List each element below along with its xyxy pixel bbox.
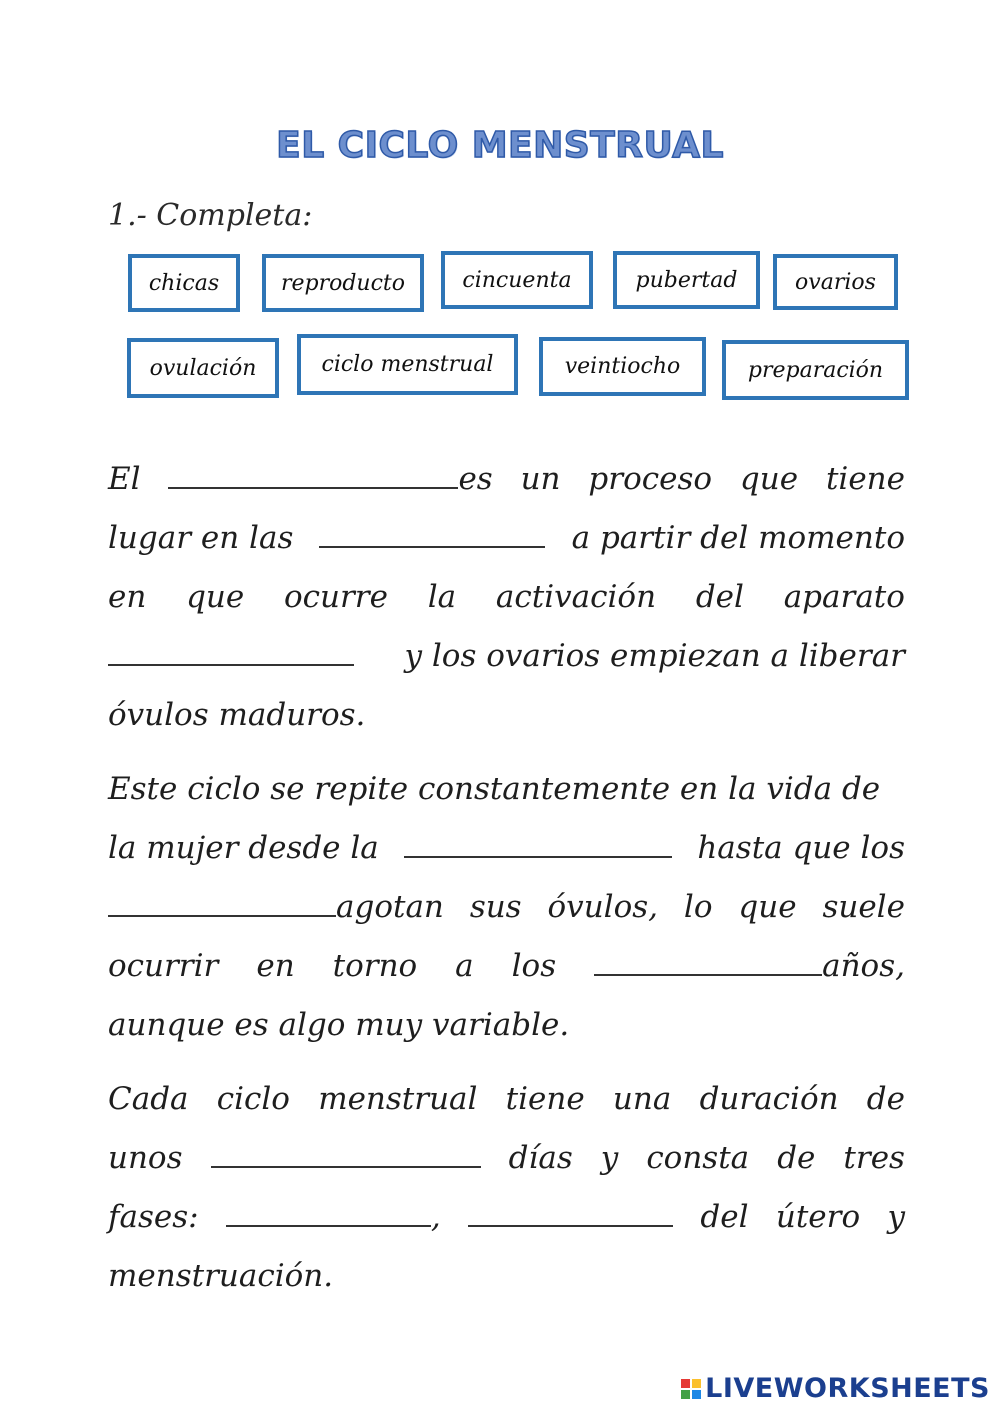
word: menstrual — [318, 1081, 478, 1117]
word: ocurre — [284, 579, 388, 615]
text: la mujer desde la — [108, 830, 379, 866]
word-box-ciclo-menstrual[interactable]: ciclo menstrual — [297, 334, 518, 395]
word: en — [256, 948, 295, 984]
word-box-pubertad[interactable]: pubertad — [613, 251, 760, 309]
word: que — [186, 579, 245, 615]
word: óvulos, — [547, 889, 658, 925]
blank-1[interactable] — [168, 461, 458, 489]
instruction-label: 1.- Completa: — [108, 198, 313, 233]
comma: , — [430, 1199, 441, 1235]
blank-9[interactable] — [468, 1199, 673, 1227]
logo-text: LIVEWORKSHEETS — [705, 1373, 990, 1404]
word: duración — [699, 1081, 839, 1117]
p3-line-3 — [108, 1188, 905, 1247]
word: torno — [332, 948, 418, 984]
worksheet-title: EL CICLO MENSTRUAL — [276, 125, 724, 166]
word: y — [887, 1199, 905, 1235]
word: aparato — [783, 579, 905, 615]
blank-6[interactable] — [594, 948, 822, 976]
paragraph-3 — [108, 1070, 905, 1306]
logo-square-blue — [692, 1390, 701, 1399]
word-box-veintiocho[interactable]: veintiocho — [539, 337, 706, 396]
logo-square-red — [681, 1379, 690, 1388]
word: Cada — [108, 1081, 189, 1117]
word: ciclo — [216, 1081, 290, 1117]
word: unos — [108, 1140, 183, 1176]
p1-line-1 — [108, 450, 905, 509]
word: lo — [683, 889, 713, 925]
p1-line-5 — [108, 686, 905, 745]
p3-line-2 — [108, 1129, 905, 1188]
word: del — [695, 579, 744, 615]
word-box-ovulacion[interactable]: ovulación — [127, 338, 279, 398]
word: activación — [495, 579, 657, 615]
blank-3[interactable] — [108, 638, 354, 666]
logo-square-yellow — [692, 1379, 701, 1388]
word: días — [508, 1140, 573, 1176]
text: hasta que los — [697, 830, 905, 866]
word: de — [777, 1140, 816, 1176]
word: que — [739, 461, 799, 497]
logo-mark-icon — [681, 1379, 701, 1399]
paragraph-1 — [108, 450, 905, 745]
word: en — [108, 579, 147, 615]
word: sus — [469, 889, 522, 925]
p2-line-3 — [108, 878, 905, 937]
word: a — [455, 948, 474, 984]
logo-square-green — [681, 1390, 690, 1399]
p1-line-3 — [108, 568, 905, 627]
word: suele — [822, 889, 905, 925]
text: lugar en las — [108, 520, 294, 556]
word: los — [511, 948, 557, 984]
p2-line-2 — [108, 819, 905, 878]
word: agotan — [336, 889, 444, 925]
p1-line-2 — [108, 509, 905, 568]
word: fases: — [108, 1199, 199, 1235]
text: y los ovarios empiezan a liberar — [404, 638, 905, 674]
word-box-reproducto[interactable]: reproducto — [262, 254, 424, 312]
p1-line-4 — [108, 627, 905, 686]
p2-line-4 — [108, 937, 905, 996]
word-box-ovarios[interactable]: ovarios — [773, 254, 898, 310]
word: ocurrir — [108, 948, 219, 984]
blank-8[interactable] — [226, 1199, 431, 1227]
word: proceso — [588, 461, 713, 497]
word: útero — [775, 1199, 861, 1235]
word: de — [866, 1081, 905, 1117]
blank-4[interactable] — [404, 830, 672, 858]
paragraph-2 — [108, 760, 905, 1055]
blank-7[interactable] — [211, 1140, 481, 1168]
word: El — [108, 461, 141, 497]
word: consta — [646, 1140, 750, 1176]
word: años, — [822, 948, 905, 984]
word: tiene — [505, 1081, 585, 1117]
word: una — [612, 1081, 672, 1117]
p3-line-4 — [108, 1247, 905, 1306]
liveworksheets-logo — [681, 1373, 990, 1404]
word-box-chicas[interactable]: chicas — [128, 254, 240, 312]
word: un — [520, 461, 561, 497]
text: óvulos maduros. — [108, 697, 366, 733]
p3-line-1 — [108, 1070, 905, 1129]
word: tres — [843, 1140, 905, 1176]
blank-5[interactable] — [108, 889, 336, 917]
word: es — [458, 461, 493, 497]
p2-line-1 — [108, 760, 905, 819]
p2-line-5 — [108, 996, 905, 1055]
text: menstruación. — [108, 1258, 334, 1294]
text: aunque es algo muy variable. — [108, 1007, 570, 1043]
word: y — [600, 1140, 619, 1176]
word-box-preparacion[interactable]: preparación — [722, 340, 909, 400]
blank-2[interactable] — [319, 520, 545, 548]
text: Este ciclo se repite constantemente en la vida de — [108, 771, 881, 807]
word-box-cincuenta[interactable]: cincuenta — [441, 251, 593, 309]
word: tiene — [825, 461, 905, 497]
word: del — [700, 1199, 749, 1235]
word: la — [427, 579, 457, 615]
text: a partir del momento — [571, 520, 905, 556]
word: que — [738, 889, 797, 925]
